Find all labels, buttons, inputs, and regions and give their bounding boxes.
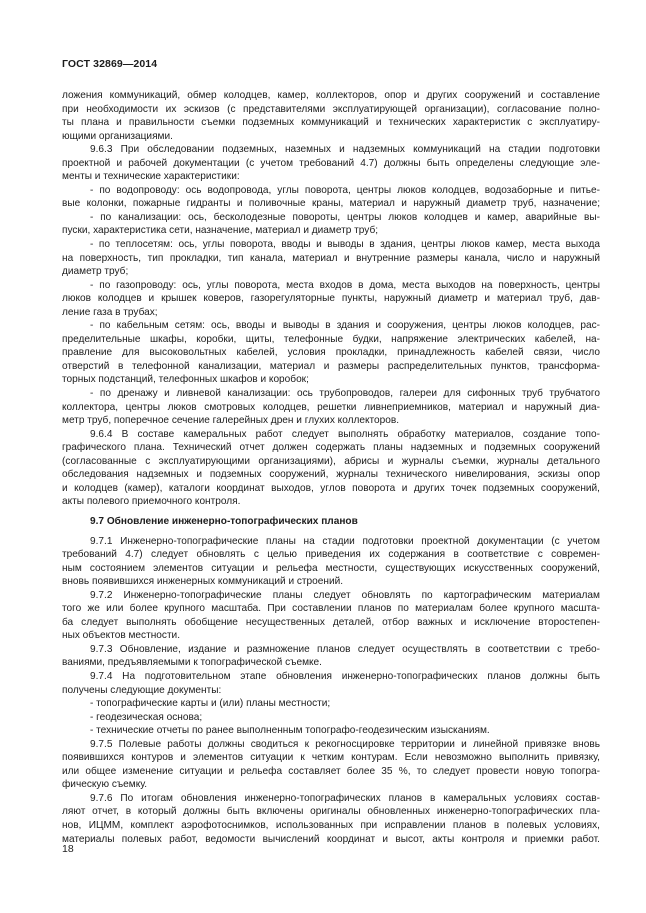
text-line: нов, ИЦММ, комплект аэрофотоснимков, использованных при исправлении планов в полевых условиях, [62, 819, 600, 831]
text-line: диаметр труб; [62, 266, 129, 278]
text-line: - по кабельным сетям: ось, вводы и выводы в здания и сооружения, центры люков колодцев, рас- [90, 320, 600, 332]
text-line: пределительные шкафы, коробки, щиты, телефонные будки, напряжение электрических кабелей, на- [62, 333, 600, 345]
text-line: или общее изменение ситуации и рельефа составляет более 35 %, то следует провести новую топогра- [62, 765, 600, 777]
text-line: ваниями, предъявляемыми к топографической съемке. [62, 657, 322, 669]
section-heading: 9.7 Обновление инженерно-топографических планов [90, 515, 358, 527]
text-line: пуски, характеристика сети, назначение, материал и диаметр труб; [62, 225, 379, 237]
text-line: менты и технические характеристики: [62, 171, 240, 183]
text-line: 9.7.5 Полевые работы должны сводиться к рекогносцировке территории и линейной привязке вновь [90, 738, 600, 750]
text-line: - по дренажу и ливневой канализации: ось трубопроводов, галереи для сифонных труб трубчатого [90, 388, 600, 400]
text-line: ложения коммуникаций, обмер колодцев, камер, коллекторов, опор и других сооружений и составление [62, 90, 600, 101]
text-line: 9.7.2 Инженерно-топографические планы следует обновлять по картографическим материалам [90, 589, 600, 601]
text-line: при необходимости их эскизов (с представителями эксплуатирующей организации), согласование полно- [62, 103, 600, 115]
text-line: 9.7.6 По итогам обновления инженерно-топографических планов в камеральных условиях состав- [90, 792, 600, 804]
text-line: ным состоянием элементов ситуации и рельефа местности, существующих искусственных сооружений, [62, 562, 600, 574]
text-line: ющими организациями. [62, 130, 173, 142]
text-line: получены следующие документы: [62, 684, 222, 696]
text-line: - по газопроводу: ось, углы поворота, места входов в дома, места выходов на поверхность, центры [90, 279, 600, 291]
text-line: 9.7.4 На подготовительном этапе обновления инженерно-топографических планов должны быть [90, 670, 600, 682]
text-line: торных подстанций, телефонных шкафов и коробок; [62, 374, 309, 386]
text-line: на поверхность, тип прокладки, тип канала, материал и внутренние размеры канала, число и наружный [62, 252, 600, 264]
text-line: графического плана. Технический отчет должен содержать планы надземных и подземных сооружений [62, 442, 600, 454]
text-line: фическую съемку. [62, 779, 148, 791]
text-line: 9.7.3 Обновление, издание и размножение планов следует осуществлять в соответствии с требо- [90, 643, 600, 655]
text-line: ба следует выполнять обобщение несущественных деталей, отбор важных и исключение второстепен- [62, 616, 600, 628]
text-line: - технические отчеты по ранее выполненным топографо-геодезическим изысканиям. [90, 725, 490, 737]
page-number: 18 [62, 843, 74, 855]
text-line: метр труб, поперечное сечение галерейных дрен и глухих коллекторов. [62, 415, 400, 427]
text-line: ных объектов местности. [62, 630, 181, 642]
text-line: (согласованные с эксплуатирующими организациями), абрисы и журналы съемки, журналы детального [62, 455, 600, 467]
text-line: - геодезическая основа; [90, 711, 203, 723]
text-line: - по водопроводу: ось водопровода, углы поворота, центры люков колодцев, водозаборные и питье- [90, 184, 600, 196]
text-line: ление газа в трубах; [62, 306, 158, 318]
document-header: ГОСТ 32869—2014 [62, 58, 158, 70]
document-body [62, 89, 600, 846]
text-line: появившихся контуров и элементов ситуации к четким контурам. Если невозможно выполнить привязку, [62, 752, 600, 764]
text-line: 9.7.1 Инженерно-топографические планы на стадии подготовки проектной документации (с учетом [90, 535, 600, 547]
text-line: 9.6.3 При обследовании подземных, наземных и надземных коммуникаций на стадии подготовки [90, 144, 600, 156]
text-line: - топографические карты и (или) планы местности; [90, 698, 331, 710]
text-line: вые колонки, пожарные гидранты и поливочные краны, материал и наружный диаметр труб, назначение; [62, 198, 600, 210]
text-line: акты полевого приемочного контроля. [62, 496, 241, 508]
text-line: ты плана и правильности съемки подземных коммуникаций и технических характеристик с эксплуатиру- [62, 117, 600, 129]
text-line: коллектора, центры люков смотровых колодцев, решетки ливнеприемников, материал и наружный диа- [62, 401, 600, 413]
text-line: вновь появившихся инженерных коммуникаций и строений. [62, 576, 344, 588]
text-line: материалы полевых работ, ведомости вычислений координат и высот, акты контроля и приемки работ. [62, 833, 600, 845]
text-line: проектной и рабочей документации (с учетом требований 4.7) должны быть определены следующие эле- [62, 157, 600, 169]
text-line: - по теплосетям: ось, углы поворота, вводы и выводы в здания, центры люков камер, места выхода [90, 239, 600, 251]
text-line: 9.6.4 В составе камеральных работ следует выполнять обработку материалов, создание топо- [90, 428, 600, 440]
text-line: отверстий в телефонной канализации, материал и размеры распределительных пунктов, трансформа- [62, 360, 600, 372]
text-line: - по канализации: ось, бесколодезные повороты, центры люков колодцев и камер, аварийные вы- [90, 211, 600, 223]
text-line: правление для высоковольтных кабелей, условия прокладки, принадлежность кабелей связи, число [62, 347, 600, 359]
text-line: требований 4.7) следует обновлять с целью приведения их содержания в соответствие с современ- [62, 549, 600, 561]
text-line: ляют отчет, в который должны быть включены оригиналы обновленных инженерно-топографических пла- [62, 806, 600, 818]
text-line: того же или более крупного масштаба. При составлении планов по материалам более крупного масшта- [62, 603, 600, 615]
text-line: люков колодцев и крышек коверов, газорегуляторные пункты, наружный диаметр и материал труб, дав- [62, 293, 600, 305]
text-line: и колодцев (камер), каталоги координат выходов, углов поворота и других точек подземных сооружений, [62, 482, 600, 494]
text-line: обследования надземных и подземных сооружений, журналы технического нивелирования, эскизы опор [62, 469, 600, 481]
